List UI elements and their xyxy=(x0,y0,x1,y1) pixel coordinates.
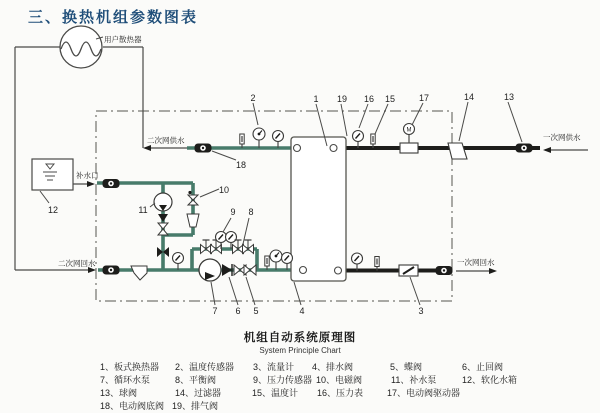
legend-item: 12、软化水箱 xyxy=(462,375,518,385)
pressure-gauge-16 xyxy=(353,131,364,149)
callout-17: 17 xyxy=(418,93,430,103)
radiator-label: 用户散热器 xyxy=(104,35,142,44)
legend-item: 16、压力表 xyxy=(317,388,364,398)
callout-12: 12 xyxy=(47,205,59,215)
callout-3: 3 xyxy=(418,306,424,316)
makeup-valve xyxy=(103,179,120,188)
callout-2: 2 xyxy=(250,93,256,103)
legend-item: 7、循环水泵 xyxy=(100,375,151,385)
callout-15: 15 xyxy=(384,94,396,104)
ball-valve-13 xyxy=(516,144,533,153)
callout-11: 11 xyxy=(138,205,148,215)
callout-13: 13 xyxy=(503,92,515,102)
motor-valve-17 xyxy=(400,124,418,154)
bypass-valve-a xyxy=(201,240,212,254)
diagram-title-en: System Principle Chart xyxy=(259,346,341,355)
callout-8: 8 xyxy=(248,207,254,217)
radiator-symbol xyxy=(60,26,103,68)
pressure-sensor-9 xyxy=(216,232,227,250)
primary-pipes xyxy=(334,148,540,271)
legend-item: 1、板式换热器 xyxy=(100,362,160,372)
primary-supply-label: 一次网供水 xyxy=(543,133,581,142)
temp-sensor-return xyxy=(270,250,282,270)
legend-item: 18、电动阀底阀 xyxy=(100,401,165,411)
callout-1: 1 xyxy=(313,94,319,104)
callout-numbers xyxy=(48,92,514,316)
diagram-title-zh: 机组自动系统原理图 xyxy=(243,332,357,344)
check-valve-down xyxy=(158,214,168,222)
makeup-valve-small xyxy=(158,223,168,235)
thermometer-icon xyxy=(240,134,244,148)
callout-18: 18 xyxy=(235,160,247,170)
thermometer-pr xyxy=(375,257,379,271)
bypass-valve-d xyxy=(243,240,254,254)
pressure-gauge-pr xyxy=(352,253,363,271)
return-exit-valve xyxy=(436,266,453,275)
motor-foot-valve-18 xyxy=(195,144,212,153)
legend-item: 6、止回阀 xyxy=(462,362,504,372)
callout-9: 9 xyxy=(230,207,236,217)
return-entry-valve xyxy=(103,266,120,275)
pressure-gauge-icon xyxy=(273,131,284,149)
legend-item: 2、温度传感器 xyxy=(175,362,235,372)
legend-item: 10、电磁阀 xyxy=(316,375,363,385)
legend-item: 15、温度计 xyxy=(252,388,299,398)
callout-6: 6 xyxy=(235,306,241,316)
callout-10: 10 xyxy=(218,185,230,195)
callout-14: 14 xyxy=(463,92,475,102)
legend-item: 11、补水泵 xyxy=(391,375,437,385)
page-title: 三、换热机组参数图表 xyxy=(28,9,199,26)
callout-4: 4 xyxy=(299,306,305,316)
callout-16: 16 xyxy=(363,94,375,104)
callout-5: 5 xyxy=(253,306,259,316)
legend-item: 3、流量计 xyxy=(253,362,295,372)
strainer-small xyxy=(187,214,199,227)
check-valve-6 xyxy=(222,264,232,276)
circulation-pump-7 xyxy=(199,259,221,281)
makeup-port-label: 补水口 xyxy=(76,171,99,180)
legend-item: 9、压力传感器 xyxy=(253,375,313,385)
legend xyxy=(0,360,600,413)
primary-return-label: 一次网回水 xyxy=(457,258,495,267)
pressure-gauge-return xyxy=(173,253,184,271)
legend-item: 4、排水阀 xyxy=(312,362,354,372)
legend-item: 14、过滤器 xyxy=(175,388,222,398)
makeup-pump-11 xyxy=(154,193,172,211)
flow-meter-3 xyxy=(399,265,418,276)
callout-7: 7 xyxy=(212,306,218,316)
secondary-pipes xyxy=(97,148,301,270)
legend-item: 19、排气阀 xyxy=(172,401,219,411)
legend-item: 5、蝶阀 xyxy=(390,362,423,372)
thermometer-return xyxy=(265,256,269,270)
legend-item: 17、电动阀驱动器 xyxy=(387,388,461,398)
legend-item: 8、平衡阀 xyxy=(175,375,217,385)
filter-14 xyxy=(448,143,467,159)
callout-19: 19 xyxy=(336,94,348,104)
butterfly-valve-5b xyxy=(244,265,256,275)
strainer-return xyxy=(131,266,147,280)
svg-text:M: M xyxy=(406,127,412,134)
plate-heat-exchanger xyxy=(291,137,346,281)
secondary-supply-label: 二次网供水 xyxy=(147,136,185,145)
water-tank xyxy=(32,159,73,190)
thermometer-15 xyxy=(371,134,375,148)
temp-sensor-2 xyxy=(253,128,265,148)
legend-item: 13、球阀 xyxy=(100,388,138,398)
secondary-return-label: 二次网回水 xyxy=(58,259,96,268)
